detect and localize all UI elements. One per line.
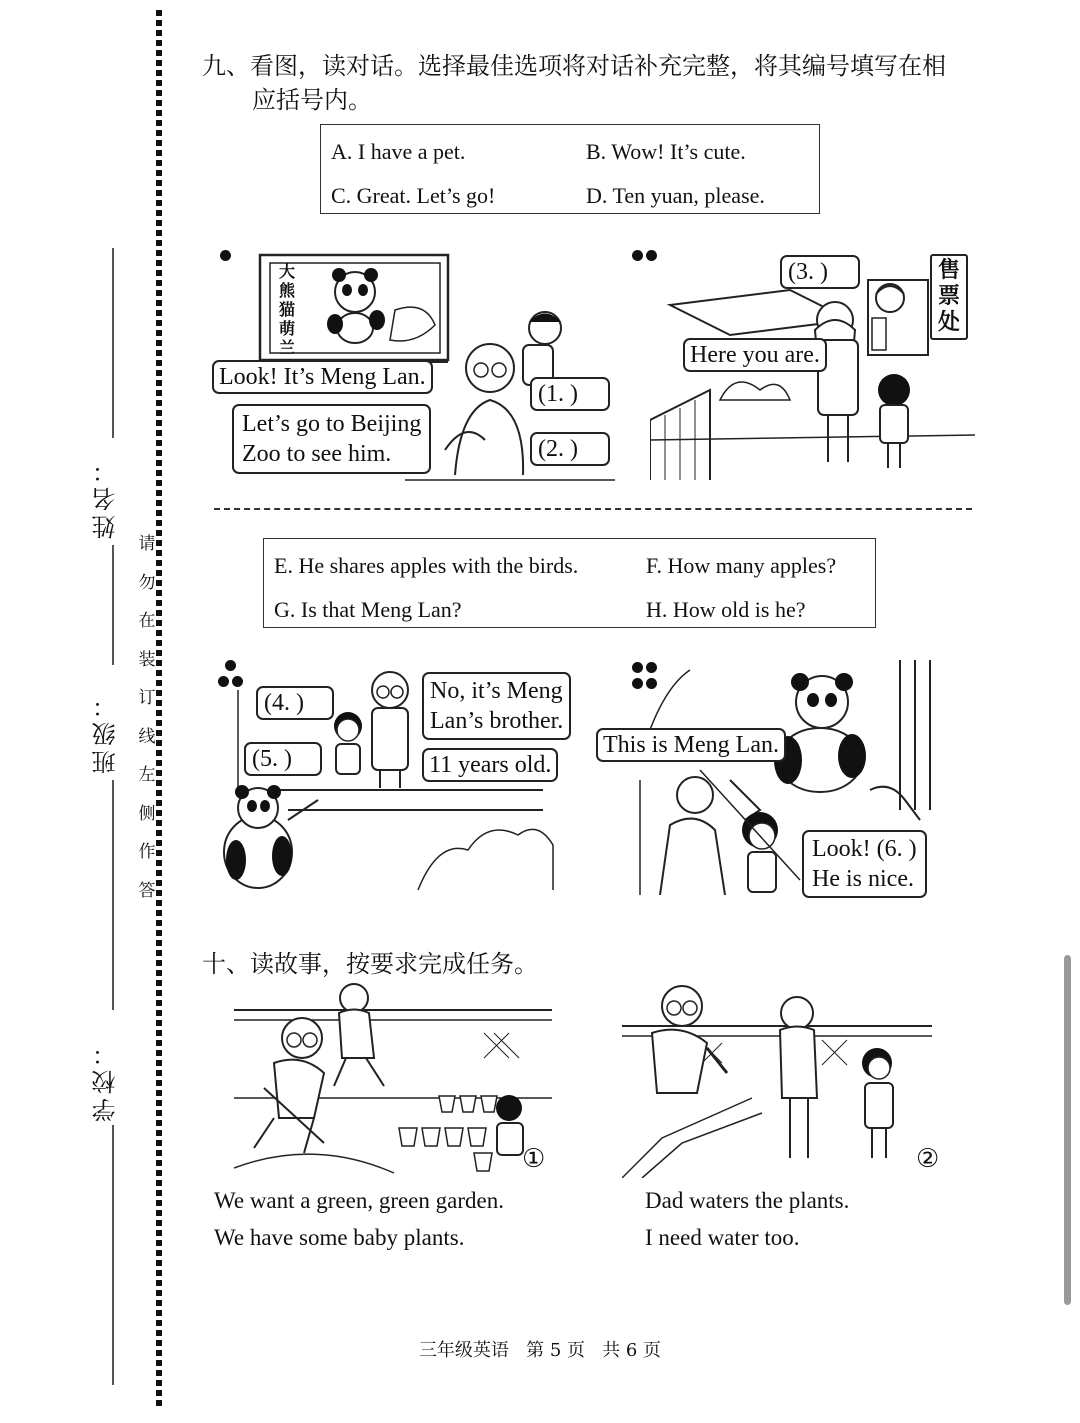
option-a: A. I have a pet. xyxy=(331,139,466,164)
bubble-line: Zoo to see him. xyxy=(242,441,392,467)
ticket-office-sign xyxy=(930,254,968,340)
notice-char: 作 xyxy=(138,842,156,862)
section-divider xyxy=(214,508,972,510)
bubble-line: No, it’s Meng xyxy=(430,678,563,704)
class-write-line xyxy=(112,780,114,1010)
tv-char: 熊 xyxy=(278,281,295,300)
story2-line1: Dad waters the plants. xyxy=(645,1188,850,1213)
bubble-go-to-zoo xyxy=(232,404,431,474)
section10-title: 十、读故事，按要求完成任务。 xyxy=(202,950,538,978)
notice-char: 在 xyxy=(138,611,156,631)
school-label: 学校： xyxy=(92,1038,120,1122)
answer-blank-5[interactable]: (5. ) xyxy=(244,742,322,776)
notice-char: 左 xyxy=(138,765,156,785)
bubble-eleven-years-old: 11 years old. xyxy=(422,748,558,782)
sign-char: 处 xyxy=(937,310,960,335)
bubble-look-meng-lan: Look! It’s Meng Lan. xyxy=(212,360,433,394)
story1-line1: We want a green, green garden. xyxy=(214,1188,504,1213)
option-c: C. Great. Let’s go! xyxy=(331,183,496,208)
binding-notice xyxy=(136,525,158,910)
section9-title-line2: 应括号内。 xyxy=(252,86,372,114)
section9-title-line1: 九、看图，读对话。选择最佳选项将对话补充完整，将其编号填写在相 xyxy=(202,52,946,80)
class-label: 班级： xyxy=(92,690,120,774)
name-label: 姓名： xyxy=(92,455,120,539)
notice-char: 线 xyxy=(138,726,156,747)
name-write-line-2 xyxy=(112,545,114,665)
bubble-line: Let’s go to Beijing xyxy=(242,411,422,437)
page-footer: 三年级英语 第 5 页 共 6 页 xyxy=(418,1340,662,1361)
bubble-this-is-meng-lan: This is Meng Lan. xyxy=(596,728,786,762)
notice-char: 请 xyxy=(138,534,156,554)
notice-char: 装 xyxy=(138,649,156,670)
option-e: E. He shares apples with the birds. xyxy=(274,553,579,578)
option-d: D. Ten yuan, please. xyxy=(586,183,765,208)
answer-blank-2[interactable]: (2. ) xyxy=(530,432,610,466)
tv-char: 萌 xyxy=(278,319,295,338)
sign-char: 售 xyxy=(937,258,960,283)
bubble-line: Lan’s brother. xyxy=(430,708,564,734)
notice-char: 订 xyxy=(138,688,156,708)
story-number-1: ① xyxy=(522,1144,546,1174)
bubble-meng-lan-brother xyxy=(422,672,571,740)
answer-blank-3[interactable]: (3. ) xyxy=(780,255,860,289)
tv-char: 大 xyxy=(278,262,295,281)
answer-blank-6[interactable]: Look! (6. ) xyxy=(812,836,917,862)
story1-line2: We have some baby plants. xyxy=(214,1225,465,1250)
tv-char: 兰 xyxy=(278,338,295,357)
tv-caption xyxy=(276,262,298,357)
story-picture-1 xyxy=(234,978,552,1178)
bubble-line: He is nice. xyxy=(812,866,914,892)
tv-char: 猫 xyxy=(278,300,295,319)
bubble-look-he-is-nice xyxy=(802,830,927,898)
answer-blank-4[interactable]: (4. ) xyxy=(256,686,334,720)
option-b: B. Wow! It’s cute. xyxy=(586,139,746,164)
options-box-bottom xyxy=(263,538,876,628)
option-g: G. Is that Meng Lan? xyxy=(274,597,462,622)
notice-char: 侧 xyxy=(138,803,156,824)
answer-blank-1[interactable]: (1. ) xyxy=(530,377,610,411)
story2-line2: I need water too. xyxy=(645,1225,800,1250)
story-number-2: ② xyxy=(916,1144,940,1174)
story-picture-2 xyxy=(622,978,940,1178)
option-f: F. How many apples? xyxy=(646,553,837,578)
sign-char: 票 xyxy=(937,284,960,309)
scrollbar-thumb[interactable] xyxy=(1064,955,1071,1305)
options-box-top xyxy=(320,124,820,214)
name-write-line xyxy=(112,248,114,438)
notice-char: 答 xyxy=(138,880,156,901)
notice-char: 勿 xyxy=(138,572,156,593)
bubble-here-you-are: Here you are. xyxy=(683,338,827,372)
option-h: H. How old is he? xyxy=(646,597,806,622)
